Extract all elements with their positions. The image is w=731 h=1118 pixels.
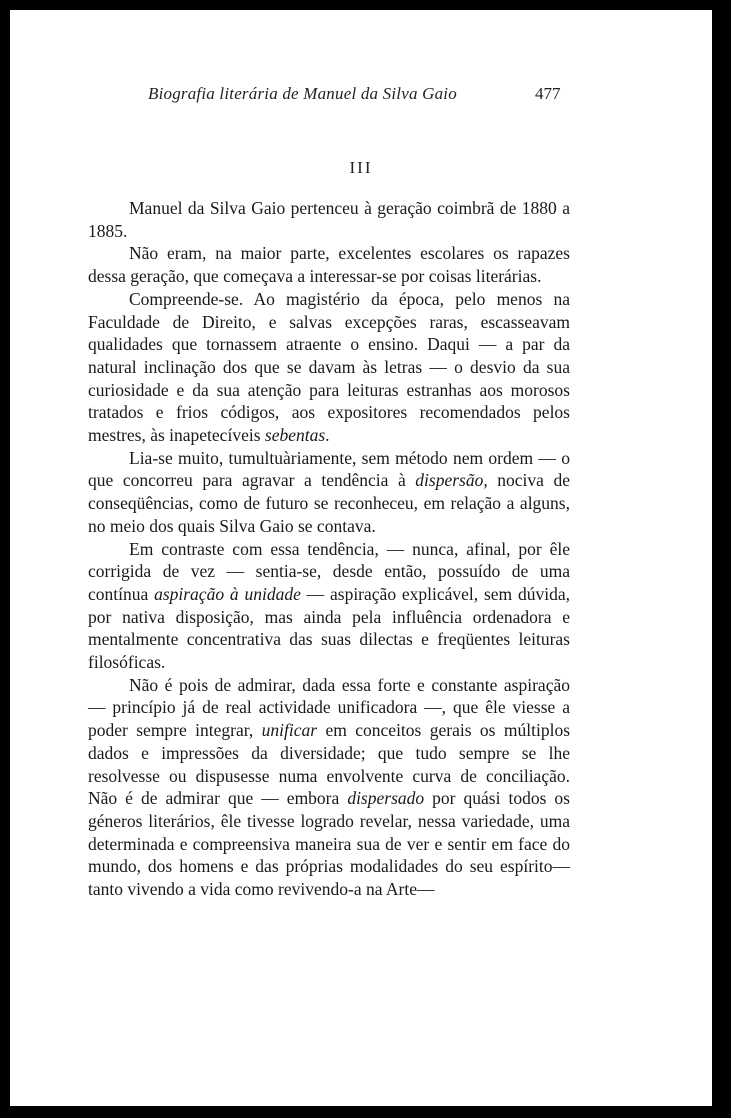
paragraph-text: em conceitos gerais os múltiplos dados e impressões da diversidade; que tudo sempre se lhe resolvesse ou dispusesse numa envolvente curva de conciliação. Não é de admirar que — embora: [88, 720, 571, 809]
body-text: [88, 197, 570, 901]
paragraph-text: por quási todos os géneros literários, êle tivesse logrado revelar, nessa variedade, uma determinada e compreensiva maneira sua de ver e sentir em face do mundo, dos homens e das próprias modalidades do seu espírito—tanto vivendo a vida como revivendo-a na Arte—: [88, 788, 570, 900]
paragraph: [88, 197, 570, 242]
paragraph-text: .: [325, 425, 330, 446]
paragraph: [88, 674, 570, 901]
paragraph-text: Compreende-se. Ao magistério da época, pelo menos na Faculdade de Direito, e salvas excepções raras, escasseavam qualidades que tornassem atraente o ensino. Daqui — a par da natural inclinação dos que se davam às letras — o desvio da sua curiosidade e da sua atenção para leituras estranhas aos morosos tratados e frios códigos, aos expositores recomendados pelos mestres, às inapetecíveis: [88, 288, 570, 446]
paragraph: [88, 538, 570, 674]
page-number: 477: [535, 84, 561, 103]
section-heading: III: [349, 158, 373, 177]
emphasis: dispersado: [347, 788, 425, 809]
paragraph-text: Lia-se muito, tumultuàriamente, sem método nem ordem — o que concorreu para agravar a tendência à: [88, 447, 570, 491]
book-page: [10, 10, 712, 1106]
paragraph-text: Não eram, na maior parte, excelentes escolares os rapazes dessa geração, que começava a interessar-se por coisas literárias.: [88, 243, 570, 287]
emphasis: aspiração à unidade: [154, 583, 301, 604]
emphasis: unificar: [261, 720, 318, 741]
paragraph-text: nociva de conseqüências, como de futuro se reconheceu, em relação a alguns, no meio dos quais Silva Gaio se contava.: [88, 470, 570, 536]
emphasis: dispersão,: [415, 470, 488, 491]
page-header: [10, 84, 712, 108]
paragraph: [88, 242, 570, 287]
paragraph-text: — aspiração explicável, sem dúvida, por nativa disposição, mas ainda pela influência ordenadora e mentalmente concentrativa das suas dilectas e freqüentes leituras filosóficas.: [88, 583, 570, 673]
paragraph-text: Manuel da Silva Gaio pertenceu à geração coimbrã de 1880 a 1885.: [88, 198, 570, 241]
paragraph: [88, 288, 570, 447]
paragraph-text: Não é pois de admirar, dada essa forte e constante aspiração — princípio já de real actividade unificadora —, que êle viesse a poder sempre integrar,: [88, 674, 570, 741]
paragraph: [88, 447, 570, 538]
running-title: Biografia literária de Manuel da Silva Gaio: [148, 84, 457, 103]
emphasis: sebentas: [264, 425, 326, 446]
paragraph-text: Em contraste com essa tendência, — nunca, afinal, por êle corrigida de vez — sentia-se, desde então, possuído de uma contínua: [88, 538, 570, 604]
